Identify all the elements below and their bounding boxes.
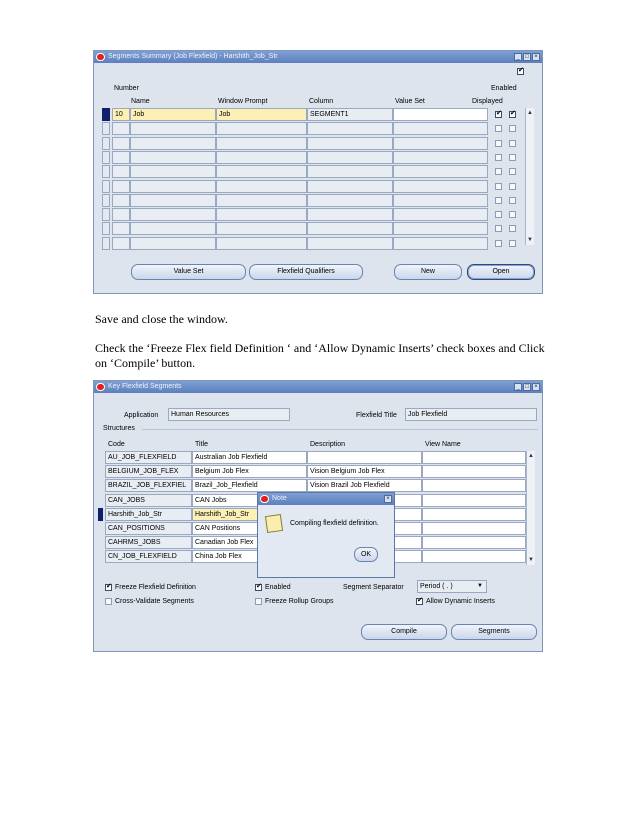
row-indicator[interactable] [102, 122, 110, 135]
oracle-icon [96, 383, 105, 391]
displayed-checkbox[interactable] [495, 111, 502, 118]
row-indicator[interactable] [102, 151, 110, 164]
structure-title-cell[interactable]: Harshith_Job_Str [192, 508, 307, 521]
empty-segment-cell[interactable] [216, 137, 307, 150]
empty-segment-cell[interactable] [130, 222, 216, 235]
empty-segment-cell[interactable] [393, 137, 488, 150]
segment-separator-value: Period ( . ) [420, 583, 453, 590]
segments-summary-window [93, 50, 543, 294]
row-indicator[interactable] [102, 180, 110, 193]
compile-button[interactable]: Compile [361, 624, 447, 640]
flexfield-title-field[interactable]: Job Flexfield [405, 408, 537, 421]
close-icon[interactable]: × [532, 53, 540, 61]
empty-segment-cell[interactable] [216, 237, 307, 250]
structure-code-cell[interactable]: CAHRMS_JOBS [105, 536, 192, 549]
maximize-icon[interactable]: □ [523, 53, 531, 61]
row-checkbox[interactable] [495, 211, 502, 218]
row-indicator-current[interactable] [102, 108, 110, 121]
row-checkbox[interactable] [509, 240, 516, 247]
allow-dynamic-inserts-label: Allow Dynamic Inserts [426, 598, 495, 605]
structure-code-cell[interactable]: CAN_JOBS [105, 494, 192, 507]
structure-code-cell[interactable]: BRAZIL_JOB_FLEXFIEL [105, 479, 192, 492]
segment-name-cell[interactable]: Job [130, 108, 216, 121]
value-set-header: Value Set [395, 98, 425, 105]
structure-view-cell[interactable] [422, 536, 526, 549]
new-button[interactable]: New [394, 264, 462, 280]
structure-description-cell[interactable]: Vision Belgium Job Flex [307, 465, 422, 478]
minimize-icon[interactable]: _ [514, 383, 522, 391]
enabled-header-checkbox[interactable] [517, 68, 524, 75]
instruction-save-close: Save and close the window. [95, 312, 228, 326]
structure-title-cell[interactable]: China Job Flex [192, 550, 307, 563]
structure-view-cell[interactable] [422, 508, 526, 521]
cross-validate-label: Cross-Validate Segments [115, 598, 194, 605]
structure-view-cell[interactable] [422, 550, 526, 563]
freeze-flexfield-checkbox[interactable] [105, 584, 112, 591]
key-flexfield-segments-window [93, 380, 543, 652]
chevron-down-icon[interactable]: ▼ [477, 583, 483, 589]
empty-segment-cell[interactable] [130, 122, 216, 135]
row-checkbox[interactable] [495, 140, 502, 147]
cross-validate-checkbox[interactable] [105, 598, 112, 605]
structure-title-cell[interactable]: Canadian Job Flex [192, 536, 307, 549]
row-checkbox[interactable] [509, 125, 516, 132]
window-title: Key Flexfield Segments [108, 383, 182, 390]
row-indicator[interactable] [102, 208, 110, 221]
empty-segment-cell[interactable] [216, 151, 307, 164]
empty-segment-cell[interactable] [216, 222, 307, 235]
structure-view-cell[interactable] [422, 451, 526, 464]
row-indicator[interactable] [102, 222, 110, 235]
structure-title-cell[interactable]: Belgium Job Flex [192, 465, 307, 478]
structure-code-cell[interactable]: Harshith_Job_Str [105, 508, 192, 521]
empty-segment-cell[interactable] [307, 222, 393, 235]
empty-segment-cell[interactable] [112, 208, 130, 221]
view-name-header: View Name [425, 441, 461, 448]
value-set-cell[interactable] [393, 108, 488, 121]
flexfield-title-label: Flexfield Title [356, 412, 397, 419]
window-prompt-header: Window Prompt [218, 98, 268, 105]
note-message: Compiling flexfield definition. [290, 520, 379, 527]
maximize-icon[interactable]: □ [523, 383, 531, 391]
structure-code-cell[interactable]: CAN_POSITIONS [105, 522, 192, 535]
name-header: Name [131, 98, 150, 105]
empty-segment-cell[interactable] [307, 122, 393, 135]
row-checkbox[interactable] [509, 211, 516, 218]
empty-segment-cell[interactable] [393, 237, 488, 250]
row-checkbox[interactable] [495, 183, 502, 190]
empty-segment-cell[interactable] [307, 165, 393, 178]
structures-scrollbar[interactable] [526, 451, 535, 565]
enabled-checkbox[interactable] [509, 111, 516, 118]
structure-title-cell[interactable]: Brazil_Job_Flexfield [192, 479, 307, 492]
displayed-header: Displayed [472, 98, 503, 105]
row-checkbox[interactable] [509, 154, 516, 161]
note-icon [265, 514, 283, 533]
close-icon[interactable]: × [384, 495, 392, 503]
enabled-header: Enabled [491, 85, 517, 92]
close-icon[interactable]: × [532, 383, 540, 391]
structure-description-cell[interactable]: Vision Brazil Job Flexfield [307, 479, 422, 492]
empty-segment-cell[interactable] [130, 194, 216, 207]
flexfield-qualifiers-button[interactable]: Flexfield Qualifiers [249, 264, 363, 280]
enabled-label: Enabled [265, 584, 291, 591]
empty-segment-cell[interactable] [393, 122, 488, 135]
row-indicator[interactable] [98, 522, 103, 535]
row-checkbox[interactable] [495, 154, 502, 161]
row-checkbox[interactable] [495, 197, 502, 204]
column-cell[interactable]: SEGMENT1 [307, 108, 393, 121]
structure-title-cell[interactable]: CAN Jobs [192, 494, 307, 507]
empty-segment-cell[interactable] [393, 180, 488, 193]
row-indicator[interactable] [102, 165, 110, 178]
scroll-up-icon[interactable]: ▲ [527, 110, 533, 116]
empty-segment-cell[interactable] [307, 137, 393, 150]
empty-segment-cell[interactable] [307, 180, 393, 193]
allow-dynamic-inserts-checkbox[interactable] [416, 598, 423, 605]
empty-segment-cell[interactable] [393, 208, 488, 221]
structure-view-cell[interactable] [422, 465, 526, 478]
title-header: Title [195, 441, 208, 448]
empty-segment-cell[interactable] [307, 194, 393, 207]
row-indicator[interactable] [98, 451, 103, 464]
row-checkbox[interactable] [509, 197, 516, 204]
empty-segment-cell[interactable] [216, 208, 307, 221]
note-title: Note [272, 495, 287, 502]
empty-segment-cell[interactable] [112, 180, 130, 193]
value-set-button[interactable]: Value Set [131, 264, 246, 280]
empty-segment-cell[interactable] [393, 165, 488, 178]
row-indicator[interactable] [98, 479, 103, 492]
note-titlebar [258, 493, 394, 505]
structure-view-cell[interactable] [422, 479, 526, 492]
scroll-down-icon[interactable]: ▼ [527, 237, 533, 243]
empty-segment-cell[interactable] [112, 237, 130, 250]
segments-button[interactable]: Segments [451, 624, 537, 640]
structure-code-cell[interactable]: CN_JOB_FLEXFIELD [105, 550, 192, 563]
oracle-icon [96, 53, 105, 61]
row-checkbox[interactable] [509, 225, 516, 232]
freeze-flexfield-label: Freeze Flexfield Definition [115, 584, 196, 591]
row-indicator[interactable] [102, 237, 110, 250]
segment-separator-label: Segment Separator [343, 584, 404, 591]
minimize-icon[interactable]: _ [514, 53, 522, 61]
row-indicator[interactable] [98, 508, 103, 521]
freeze-rollup-label: Freeze Rollup Groups [265, 598, 334, 605]
row-indicator[interactable] [98, 536, 103, 549]
row-checkbox[interactable] [509, 168, 516, 175]
freeze-rollup-checkbox[interactable] [255, 598, 262, 605]
empty-segment-cell[interactable] [307, 237, 393, 250]
row-checkbox[interactable] [509, 183, 516, 190]
row-checkbox[interactable] [495, 125, 502, 132]
window-prompt-cell[interactable]: Job [216, 108, 307, 121]
row-indicator[interactable] [102, 194, 110, 207]
note-dialog [257, 492, 395, 578]
application-label: Application [124, 412, 159, 419]
segment-separator-select[interactable] [417, 580, 487, 593]
empty-segment-cell[interactable] [130, 137, 216, 150]
row-indicator[interactable] [102, 137, 110, 150]
structure-title-cell[interactable]: CAN Positions [192, 522, 307, 535]
row-checkbox[interactable] [495, 240, 502, 247]
empty-segment-cell[interactable] [130, 237, 216, 250]
key-flexfield-titlebar [94, 381, 542, 393]
empty-segment-cell[interactable] [393, 151, 488, 164]
oracle-icon [260, 495, 269, 503]
enabled-checkbox[interactable] [255, 584, 262, 591]
column-header: Column [309, 98, 334, 105]
row-indicator[interactable] [98, 465, 103, 478]
empty-segment-cell[interactable] [216, 194, 307, 207]
ok-button[interactable]: OK [354, 547, 378, 562]
empty-segment-cell[interactable] [307, 151, 393, 164]
segments-scrollbar[interactable] [525, 108, 534, 245]
row-indicator[interactable] [98, 550, 103, 563]
segments-summary-titlebar [94, 51, 542, 63]
structure-code-cell[interactable]: AU_JOB_FLEXFIELD [105, 451, 192, 464]
empty-segment-cell[interactable] [112, 165, 130, 178]
open-button[interactable]: Open [467, 264, 535, 280]
row-checkbox[interactable] [509, 140, 516, 147]
empty-segment-cell[interactable] [112, 151, 130, 164]
empty-segment-cell[interactable] [112, 122, 130, 135]
empty-segment-cell[interactable] [216, 180, 307, 193]
number-header: Number [114, 85, 139, 92]
row-checkbox[interactable] [495, 225, 502, 232]
empty-segment-cell[interactable] [112, 137, 130, 150]
structure-description-cell[interactable] [307, 451, 422, 464]
empty-segment-cell[interactable] [216, 122, 307, 135]
instruction-freeze-compile: Check the ‘Freeze Flex field Definition ‘ and ‘Allow Dynamic Inserts’ check boxes and Click on ‘Compile’ button. [95, 341, 545, 370]
code-header: Code [108, 441, 125, 448]
application-field[interactable]: Human Resources [168, 408, 290, 421]
empty-segment-cell[interactable] [393, 194, 488, 207]
description-header: Description [310, 441, 346, 448]
scroll-up-icon[interactable]: ▲ [528, 453, 534, 459]
structure-view-cell[interactable] [422, 522, 526, 535]
window-title: Segments Summary (Job Flexfield) - Harshith_Job_Str [108, 53, 278, 60]
empty-segment-cell[interactable] [216, 165, 307, 178]
structures-label: Structures [103, 425, 135, 432]
empty-segment-cell[interactable] [112, 194, 130, 207]
empty-segment-cell[interactable] [112, 222, 130, 235]
structure-title-cell[interactable]: Australian Job Flexfield [192, 451, 307, 464]
structure-view-cell[interactable] [422, 494, 526, 507]
empty-segment-cell[interactable] [393, 222, 488, 235]
structures-divider [142, 429, 538, 430]
row-indicator[interactable] [98, 494, 103, 507]
empty-segment-cell[interactable] [130, 208, 216, 221]
structure-code-cell[interactable]: BELGIUM_JOB_FLEX [105, 465, 192, 478]
empty-segment-cell[interactable] [130, 180, 216, 193]
segment-number-cell[interactable]: 10 [112, 108, 130, 121]
empty-segment-cell[interactable] [130, 151, 216, 164]
scroll-down-icon[interactable]: ▼ [528, 557, 534, 563]
empty-segment-cell[interactable] [130, 165, 216, 178]
empty-segment-cell[interactable] [307, 208, 393, 221]
row-checkbox[interactable] [495, 168, 502, 175]
